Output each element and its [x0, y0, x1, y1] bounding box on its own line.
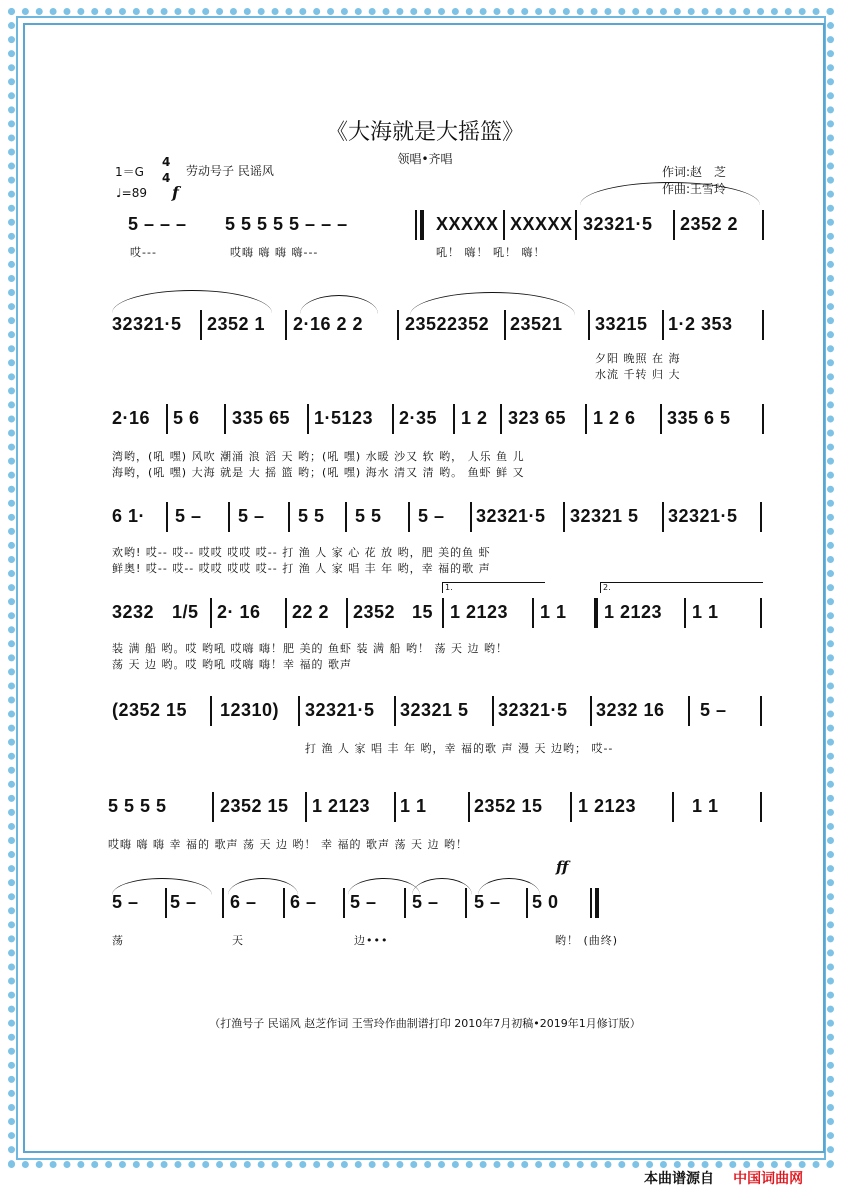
measure: 6 –: [230, 892, 257, 912]
measure: 2·16: [112, 408, 151, 428]
measure: 32321·5: [112, 314, 182, 334]
lyric-line: 荡 天 边 哟。哎 哟吼 哎嗨 嗨！幸 福的 歌声: [112, 658, 352, 671]
composer: 作曲:王雪玲: [662, 182, 727, 196]
lyric-line: 哎嗨 嗨 嗨 嗨---: [230, 246, 319, 259]
footer-note: （打渔号子 民谣风 赵芝作词 王雪玲作曲制谱打印 2010年7月初稿•2019年1月修订版）: [209, 1017, 641, 1030]
style-label: 劳动号子 民谣风: [186, 164, 274, 178]
measure: 5 –: [412, 892, 439, 912]
measure: XXXXX: [436, 214, 499, 234]
measure: 1 2: [461, 408, 488, 428]
lyric-line: 边•••: [354, 934, 389, 947]
measure: 335 65: [232, 408, 291, 428]
measure: 23522352: [405, 314, 490, 334]
measure: 1 2123: [450, 602, 509, 622]
dynamic-marking-ff: ff: [556, 858, 569, 876]
measure: 5 –: [112, 892, 139, 912]
measure: 5 –: [700, 700, 727, 720]
measure: 2352 1: [207, 314, 266, 334]
measure: 5 6: [173, 408, 200, 428]
measure: XXXXX: [510, 214, 573, 234]
measure: 6 –: [290, 892, 317, 912]
measure: 323 65: [508, 408, 567, 428]
lyric-line: 哟！ (曲终): [555, 934, 619, 947]
measure: 2352: [353, 602, 396, 622]
measure: 33215: [595, 314, 648, 334]
source-site[interactable]: 中国词曲网: [733, 1171, 804, 1187]
measure: 2352 15: [220, 796, 289, 816]
measure: 5 –: [474, 892, 501, 912]
key-signature: 1＝G: [115, 165, 144, 179]
source-label: 本曲谱源自: [644, 1171, 714, 1187]
measure: 32321 5: [400, 700, 469, 720]
measure: 2· 16: [217, 602, 261, 622]
measure: 335 6 5: [667, 408, 731, 428]
lyric-line: 天: [232, 934, 244, 947]
measure: 32321 5: [570, 506, 639, 526]
measure: 3232 16: [596, 700, 665, 720]
measure: 23521: [510, 314, 563, 334]
measure: 32321·5: [668, 506, 738, 526]
measure: 1 1: [692, 796, 719, 816]
measure: (2352 15: [112, 700, 188, 720]
lyric-line: 吼！ 嗨！ 吼！ 嗨！: [436, 246, 546, 259]
lyric-line: 夕阳 晚照 在 海: [595, 352, 681, 365]
lyric-line: 湾哟，(吼 嘿) 风吹 潮涌 浪 滔 天 哟；(吼 嘿) 水暖 沙又 软 哟， 人乐 鱼 儿: [112, 450, 525, 463]
measure: 32321·5: [583, 214, 653, 234]
lyric-line: 哎嗨 嗨 嗨 幸 福的 歌声 荡 天 边 哟！ 幸 福的 歌声 荡 天 边 哟！: [108, 838, 468, 851]
lyric-line: 荡: [112, 934, 124, 947]
measure: 32321·5: [305, 700, 375, 720]
volta-bracket: 1.: [442, 582, 545, 593]
lyricist: 作词:赵 芝: [662, 165, 727, 179]
measure: 32321·5: [498, 700, 568, 720]
measure: 1/5: [172, 602, 199, 622]
measure: 5 –: [350, 892, 377, 912]
time-signature-bottom: 4: [162, 171, 171, 185]
measure: 5 5: [298, 506, 325, 526]
lyric-line: 鲜奥! 哎-- 哎-- 哎哎 哎哎 哎-- 打 渔 人 家 唱 丰 年 哟，幸 福的歌 声: [112, 562, 491, 575]
measure: 1·2 353: [668, 314, 733, 334]
measure: 3232: [112, 602, 155, 622]
quarter-note-icon: ♩: [116, 186, 122, 200]
volta-bracket: 2.: [600, 582, 763, 593]
measure: 5 – – –: [128, 214, 187, 234]
measure: 2·16 2 2: [293, 314, 364, 334]
measure: 2352 15: [474, 796, 543, 816]
lyric-line: 海哟，(吼 嘿) 大海 就是 大 摇 篮 哟；(吼 嘿) 海水 清又 清 哟。 鱼虾 鲜 又: [112, 466, 525, 479]
song-title: 《大海就是大摇篮》: [325, 120, 524, 145]
measure: 5 –: [418, 506, 445, 526]
measure: 5 5: [355, 506, 382, 526]
measure: 1 1: [400, 796, 427, 816]
lyric-line: 欢哟! 哎-- 哎-- 哎哎 哎哎 哎-- 打 渔 人 家 心 花 放 哟，肥 美的鱼 虾: [112, 546, 491, 559]
time-signature-top: 4: [162, 155, 171, 169]
measure: 5 5 5 5: [108, 796, 167, 816]
measure: 15: [412, 602, 434, 622]
measure: 32321·5: [476, 506, 546, 526]
performance-mode: 领唱•齐唱: [397, 152, 453, 166]
source-credit: [644, 1168, 803, 1188]
measure: 6 1·: [112, 506, 146, 526]
measure: 2352 2: [680, 214, 739, 234]
measure: 22 2: [292, 602, 330, 622]
measure: 5 –: [175, 506, 202, 526]
measure: 5 5 5 5 5 – – –: [225, 214, 348, 234]
measure: 1 2123: [578, 796, 637, 816]
measure: 1 2 6: [593, 408, 636, 428]
measure: 1·5123: [314, 408, 374, 428]
lyric-line: 打 渔 人 家 唱 丰 年 哟，幸 福的歌 声 漫 天 边哟； 哎--: [305, 742, 614, 755]
measure: 1 1: [692, 602, 719, 622]
measure: 1 2123: [604, 602, 663, 622]
tempo-marking: ♩=89: [116, 186, 147, 200]
lyric-line: 哎---: [130, 246, 157, 259]
measure: 1 1: [540, 602, 567, 622]
measure: 1 2123: [312, 796, 371, 816]
measure: 5 0: [532, 892, 559, 912]
lyric-line: 水流 千转 归 大: [595, 368, 681, 381]
lyric-line: 装 满 船 哟。哎 哟吼 哎嗨 嗨！肥 美的 鱼虾 装 满 船 哟！ 荡 天 边 哟！: [112, 642, 508, 655]
measure: 5 –: [238, 506, 265, 526]
dynamic-marking: f: [172, 183, 179, 202]
measure: 5 –: [170, 892, 197, 912]
measure: 12310): [220, 700, 280, 720]
measure: 2·35: [399, 408, 438, 428]
